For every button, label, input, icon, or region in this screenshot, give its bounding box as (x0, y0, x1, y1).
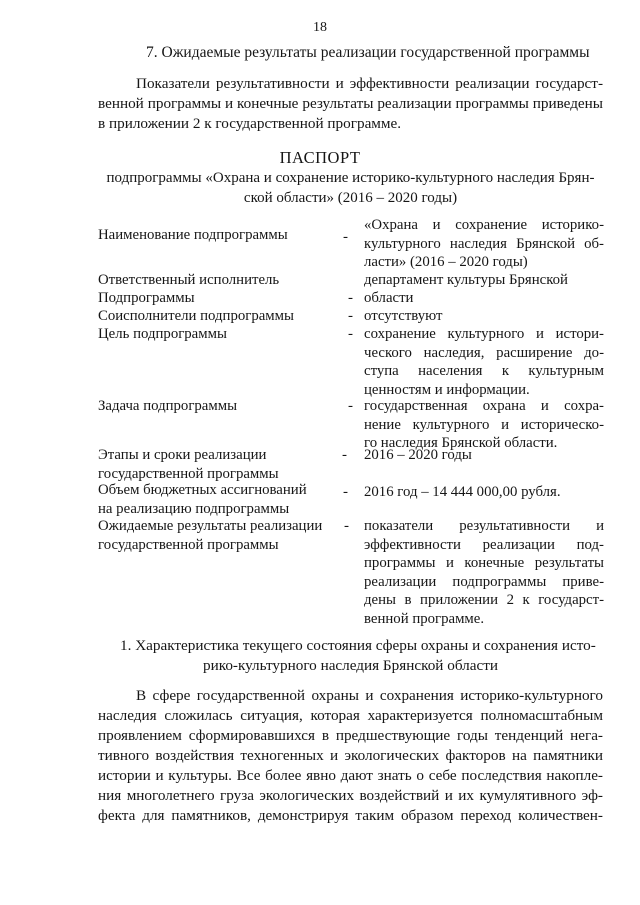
passport-row-value (364, 397, 604, 453)
page-number: 18 (313, 20, 327, 35)
paragraph-line: проявлением сформировавшихся в предшествующие годы тенденций нега- (98, 727, 603, 744)
value-line: «Охрана и сохранение историко- (364, 217, 604, 233)
section7-paragraph (98, 74, 603, 134)
passport-row-label (98, 517, 322, 554)
passport-row-label: Цель подпрограммы (98, 326, 227, 342)
passport-row-value (364, 325, 604, 399)
passport-row-dash: - (342, 447, 347, 463)
passport-row-value (364, 289, 604, 308)
value-line: государственная охрана и сохра- (364, 398, 604, 414)
heading-line: рико-культурного наследия Брянской области (202, 657, 498, 674)
passport-row-dash: - (348, 398, 353, 414)
label-line: Этапы и сроки реализации (98, 447, 267, 463)
value-line: дены в приложении 2 к государст- (364, 592, 604, 608)
passport-row-dash: - (348, 308, 353, 324)
label-line: на реализацию подпрограммы (98, 500, 290, 517)
section1-paragraph (98, 686, 603, 826)
heading-line: 1. Характеристика текущего состояния сферы охраны и сохранения исто- (120, 637, 596, 654)
passport-subtitle-line: подпрограммы «Охрана и сохранение историко-культурного наследия Брян- (106, 170, 595, 186)
paragraph-line: В сфере государственной охраны и сохранения историко-культурного (136, 687, 603, 704)
value-line: программы и конечные результаты (364, 555, 604, 571)
passport-row-value (364, 483, 604, 502)
passport-row-value (364, 216, 604, 272)
value-line: 2016 – 2020 годы (364, 447, 472, 463)
paragraph-line: наследия сложилась ситуация, которая характеризуется полномасштабным (98, 707, 603, 724)
value-line: эффективности реализации под- (364, 536, 604, 553)
value-line: реализации подпрограммы приве- (364, 573, 604, 590)
value-line: венной программе. (364, 610, 485, 627)
passport-row-label (98, 446, 279, 483)
passport-row-label: Ответственный исполнитель (98, 272, 280, 288)
section1-heading (98, 636, 603, 676)
passport-row-label: Наименование подпрограммы (98, 227, 288, 243)
paragraph-line: тивного воздействия техногенных и экологических факторов на памятники (98, 747, 603, 764)
passport-row-label: Соисполнители подпрограммы (98, 308, 294, 324)
passport-title: ПАСПОРТ (279, 148, 361, 167)
value-line: го наследия Брянской области. (364, 435, 558, 451)
paragraph-line: фекта для памятников, демонстрируя таким образом переход количествен- (98, 807, 603, 824)
value-line: ценностям и информации. (364, 381, 530, 398)
label-line: государственной программы (98, 536, 279, 553)
passport-row-dash: - (343, 229, 348, 245)
paragraph-line: венной программы и конечные результаты реализации программы приведены (98, 95, 603, 112)
passport-row-dash: - (344, 518, 349, 534)
passport-row-value (364, 271, 604, 290)
value-line: ласти» (2016 – 2020 годы) (364, 254, 528, 270)
passport-subtitle (98, 168, 603, 208)
value-line: сохранение культурного и истори- (364, 326, 604, 342)
paragraph-line: истории и культуры. Все более явно дают знать о себе последствия накопле- (98, 767, 603, 784)
value-line: департамент культуры Брянской (364, 272, 568, 288)
passport-row-dash: - (348, 290, 353, 306)
passport-row-value (364, 517, 604, 628)
passport-subtitle-line: ской области» (2016 – 2020 годы) (243, 190, 458, 206)
value-line: ческого наследия, расширение до- (364, 344, 604, 361)
label-line: Ожидаемые результаты реализации (98, 518, 323, 534)
value-line: отсутствуют (364, 308, 443, 324)
value-line: ступа населения к культурным (364, 363, 604, 379)
value-line: 2016 год – 14 444 000,00 рубля. (364, 484, 561, 500)
label-line: государственной программы (98, 465, 279, 482)
passport-row-value (364, 446, 604, 465)
passport-row-dash: - (348, 326, 353, 342)
passport-row-dash: - (343, 484, 348, 500)
section7-heading: 7. Ожидаемые результаты реализации государственной программы (146, 44, 590, 61)
paragraph-line: в приложении 2 к государственной программе. (98, 115, 402, 132)
paragraph-line: ния многолетнего груза экологических воздействий и их кумулятивного эф- (98, 787, 603, 804)
paragraph-line: Показатели результативности и эффективности реализации государст- (136, 75, 603, 92)
passport-row-label (98, 481, 307, 518)
passport-row-label: Задача подпрограммы (98, 398, 238, 414)
passport-row-label: Подпрограммы (98, 290, 195, 306)
value-line: показатели результативности и (364, 518, 604, 534)
value-line: культурного наследия Брянской об- (364, 235, 604, 252)
label-line: Объем бюджетных ассигнований (98, 482, 307, 498)
value-line: области (364, 290, 414, 306)
value-line: нение культурного и историческо- (364, 416, 604, 433)
passport-row-value (364, 307, 604, 326)
